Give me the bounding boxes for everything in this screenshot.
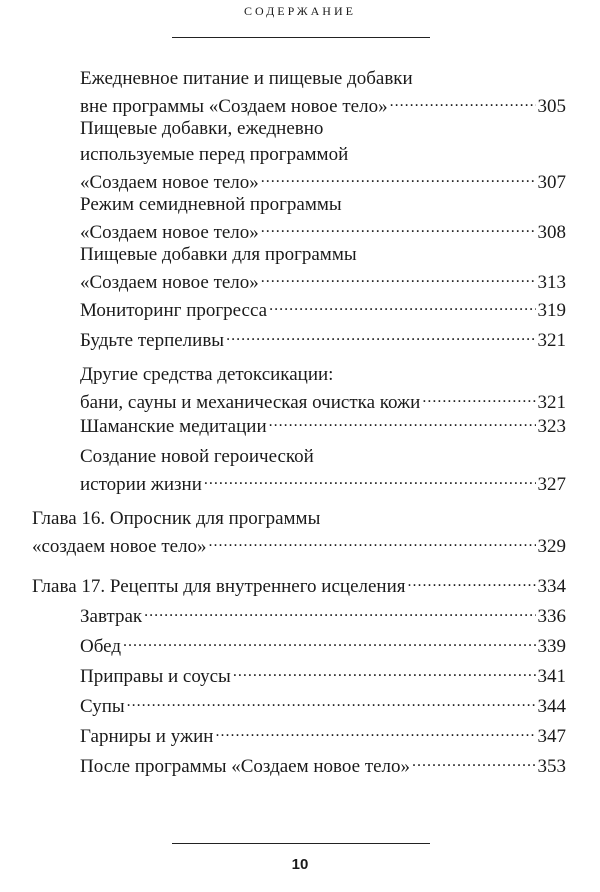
- toc-entry-title: Пищевые добавки для программы: [80, 244, 357, 265]
- dot-leader: [412, 752, 535, 772]
- toc-entry-page: 334: [537, 576, 566, 597]
- toc-entry-title: Глава 16. Опросник для программы: [32, 508, 321, 529]
- toc-entry-title: истории жизни: [80, 474, 202, 495]
- dot-leader: [422, 388, 535, 408]
- dot-leader: [408, 572, 536, 592]
- toc-chapter-entry: [32, 506, 566, 558]
- toc-entry-title: Создание новой героической: [80, 446, 314, 467]
- toc-entry-title: Другие средства детоксикации:: [80, 364, 334, 385]
- dot-leader: [226, 326, 535, 346]
- toc-entry-page: 321: [537, 392, 566, 413]
- toc-entry-title: Ежедневное питание и пищевые добавки: [80, 68, 413, 89]
- toc-entry: [80, 752, 566, 778]
- toc-entry: [80, 192, 566, 244]
- toc-entry: [80, 692, 566, 718]
- toc-entry: [80, 326, 566, 352]
- toc-entry-line: [80, 326, 566, 352]
- dot-leader: [233, 662, 536, 682]
- dot-leader: [261, 168, 536, 188]
- toc-entry-title: используемые перед программой: [80, 144, 349, 165]
- toc-entry-line: [80, 470, 566, 496]
- toc-entry-line: [32, 572, 566, 598]
- toc-entry-page: 313: [537, 272, 566, 293]
- toc-entry-title: «Создаем новое тело»: [80, 272, 259, 293]
- toc-entry-line: [80, 168, 566, 194]
- toc-entry: [80, 412, 566, 438]
- dot-leader: [144, 602, 535, 622]
- toc-entry-line: [80, 388, 566, 414]
- toc-entry-title: Мониторинг прогресса: [80, 300, 268, 321]
- toc-entry: [80, 242, 566, 294]
- toc-entry-page: 336: [537, 606, 566, 627]
- dot-leader: [127, 692, 536, 712]
- toc-entry: [80, 444, 566, 496]
- toc-entry-title: Будьте терпеливы: [80, 330, 225, 351]
- toc-entry: [80, 722, 566, 748]
- toc-entry-title: Супы: [80, 696, 125, 717]
- toc-entry-line: [80, 192, 566, 218]
- toc-entry-title: Обед: [80, 636, 121, 657]
- toc-entry-line: [80, 752, 566, 778]
- toc-entry-page: 341: [537, 666, 566, 687]
- toc-entry: [80, 296, 566, 322]
- dot-leader: [269, 412, 536, 432]
- running-header: [0, 0, 600, 36]
- toc-entry: [80, 632, 566, 658]
- toc-entry-line: [80, 116, 566, 142]
- dot-leader: [123, 632, 536, 652]
- toc-entry-page: 327: [537, 474, 566, 495]
- toc-entry-line: [80, 412, 566, 438]
- toc-entry-title: Завтрак: [80, 606, 143, 627]
- page-number: 10: [291, 856, 309, 873]
- toc-entry-line: [80, 92, 566, 118]
- toc-chapter-entry: [32, 572, 566, 598]
- toc-entry-line: [80, 296, 566, 322]
- toc-entry-line: [32, 506, 566, 532]
- toc-entry-line: [80, 218, 566, 244]
- toc-entry-page: 347: [537, 726, 566, 747]
- toc-entry-line: [80, 602, 566, 628]
- dot-leader: [209, 532, 536, 552]
- toc-entry-line: [80, 66, 566, 92]
- toc-entry-line: [80, 242, 566, 268]
- toc-entry-line: [80, 268, 566, 294]
- toc-entry-title: Шаманские медитации: [80, 416, 267, 437]
- toc-entry-title: бани, сауны и механическая очистка кожи: [80, 392, 421, 413]
- toc-entry-title: Гарниры и ужин: [80, 726, 214, 747]
- toc-entry-page: 308: [537, 222, 566, 243]
- header-rule: [172, 37, 430, 38]
- dot-leader: [390, 92, 536, 112]
- toc-entry-page: 353: [537, 756, 566, 777]
- toc-entry-title: Глава 17. Рецепты для внутреннего исцеления: [32, 576, 406, 597]
- dot-leader: [261, 268, 536, 288]
- toc-entry-title: Режим семидневной программы: [80, 194, 342, 215]
- toc-entry-page: 329: [537, 536, 566, 557]
- toc-entry-line: [80, 444, 566, 470]
- toc-entry-page: 307: [537, 172, 566, 193]
- toc-entry-title: Пищевые добавки, ежедневно: [80, 118, 324, 139]
- toc-entry-page: 305: [537, 96, 566, 117]
- toc-entry-line: [80, 362, 566, 388]
- toc-entry-page: 339: [537, 636, 566, 657]
- toc-entry-title: вне программы «Создаем новое тело»: [80, 96, 388, 117]
- toc-entry-page: 323: [537, 416, 566, 437]
- header-title: СОДЕРЖАНИЕ: [244, 4, 356, 18]
- toc-entry-line: [32, 532, 566, 558]
- toc-entry-title: Приправы и соусы: [80, 666, 231, 687]
- toc-entry-line: [80, 662, 566, 688]
- toc-entry-title: «создаем новое тело»: [32, 536, 207, 557]
- toc-entry: [80, 602, 566, 628]
- dot-leader: [269, 296, 535, 316]
- toc-entry-title: После программы «Создаем новое тело»: [80, 756, 411, 777]
- toc-entry-page: 321: [537, 330, 566, 351]
- dot-leader: [215, 722, 535, 742]
- toc-entry: [80, 362, 566, 414]
- dot-leader: [204, 470, 536, 490]
- toc-entry-title: «Создаем новое тело»: [80, 222, 259, 243]
- toc-entry-page: 344: [537, 696, 566, 717]
- toc-entry: [80, 66, 566, 118]
- toc-entry: [80, 662, 566, 688]
- toc-entry-line: [80, 722, 566, 748]
- toc-entry: [80, 116, 566, 194]
- toc-entry-line: [80, 142, 566, 168]
- toc-entry-page: 319: [537, 300, 566, 321]
- toc-entry-line: [80, 692, 566, 718]
- toc-entry-title: «Создаем новое тело»: [80, 172, 259, 193]
- footer-rule: [172, 843, 430, 844]
- dot-leader: [261, 218, 536, 238]
- toc-entry-line: [80, 632, 566, 658]
